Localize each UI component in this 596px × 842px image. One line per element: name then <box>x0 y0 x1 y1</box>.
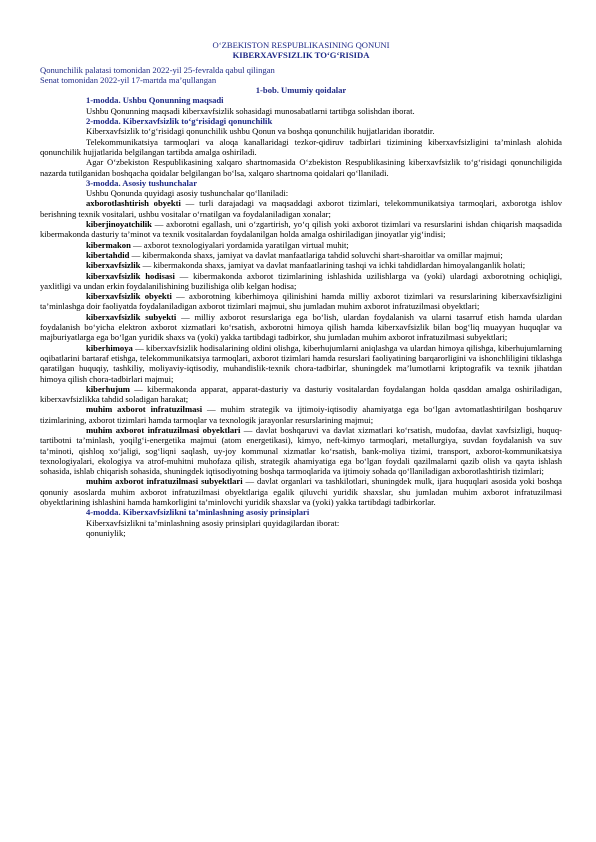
definition-term: kiberxavfsizlik obyekti <box>86 291 172 302</box>
definition-item <box>40 404 562 425</box>
definition-text: — muhim strategik va ijtimoiy-iqtisodiy ahamiyatga ega bo‘lgan avtomatlashtirilgan boshqaruv tizimlarining, axborot tizimlari hamda tarmoqlar va texnologik jarayonlar resurslarining majmui; <box>40 404 562 425</box>
article-2-paragraph: Telekommunikatsiya tarmoqlari va aloqa kanallaridagi tezkor-qidiruv tadbirlari tizimining kiberxavfsizligini ta’minlash alohida qonunchilik hujjatlarida belgilangan tartibda amalga oshiriladi. <box>40 136 562 157</box>
definition-term: kibertahdid <box>86 249 130 260</box>
definition-text: — kibermakonda shaxs, jamiyat va davlat manfaatlarining tashqi va ichki tahdidlardan himoyalanganlik holati; <box>140 260 526 271</box>
definition-text: — turli darajadagi va maqsaddagi axborot tizimlari, telekommunikatsiya tarmoqlari, axborotga ishlov berishning texnik vositalari, ushbu vositalar o‘rnatilgan va foydalaniladigan xonalar; <box>40 198 562 219</box>
definition-item <box>40 240 562 250</box>
definition-text: — kibermakonda axborot tizimlarining ishlashida uzilishlarga va (yoki) ulardagi axborotning ochiqligi, yaxlitligi va undan erkin foydalanilishining buzilishiga olib kelgan hodisa; <box>40 270 562 291</box>
article-2-title: 2-modda. Kiberxavfsizlik to‘g‘risidagi qonunchilik <box>86 116 273 127</box>
definition-item <box>40 425 562 476</box>
definition-text: — kibermakonda apparat, apparat-dasturiy va dasturiy vositalardan foydalangan holda qasddan amalga oshiriladigan, kiberxavfsizlikka tahdid soladigan harakat; <box>40 383 562 405</box>
article-2-paragraph: Agar O‘zbekiston Respublikasining xalqaro shartnomasida O‘zbekiston Respublikasining kiberxavfsizlik to‘g‘risidagi qonunchiligida nazarda tutilganidan boshqacha qoidalar belgilangan bo‘lsa, xalqaro shartnoma qoidalari qo‘llaniladi. <box>40 157 562 178</box>
chapter-title: 1-bob. Umumiy qoidalar <box>255 85 347 96</box>
definition-item <box>40 476 562 507</box>
definition-term: kiberhimoya <box>86 342 133 353</box>
definition-text: — davlat boshqaruvi va davlat xizmatlari ko‘rsatish, mudofaa, davlat xavfsizligi, huquq-tartibotni ta’minlash, yoqilg‘i-energetika majmui (atom energetikasi), kimyo, neft-kimyo tarmoqlari, metallurgiya, suvdan foydalanish va suv ta’minoti, qishloq xo‘jaligi, sog‘liqni saqlash, uy-joy kommunal xizmatlar ko‘rsatish, bank-moliya tizimi, transport, axborot-kommunikatsiya texnologiyalari, ekologiya va atrof-muhitni muhofaza qilish, strategik ahamiyatiga ega bo‘lgan foydali qazilmalarni qazib olish va qayta ishlash sohasida, ishlab chiqarish sohasida, shuningdek iqtisodiyotning boshqa tarmoqlarida va ijtimoiy sohada qo‘llaniladigan axborotlashtirish tizimlari; <box>40 424 562 477</box>
definition-term: kibermakon <box>86 239 131 250</box>
definition-term: kiberxavfsizlik hodisasi <box>86 270 175 281</box>
definition-text: — axborotning kiberhimoya qilinishini hamda milliy axborot tizimlari va resurslarining kiberxavfsizligini ta’minlashga doir faoliyatda foydalaniladigan axborot tizimlari majmui, shu jumladan muhim axborot infratuzilmasi obyektlari; <box>40 291 563 312</box>
definition-item <box>40 260 562 270</box>
article-1-title: 1-modda. Ushbu Qonunning maqsadi <box>86 95 224 106</box>
definition-item <box>40 271 562 292</box>
definition-item <box>40 312 562 343</box>
definition-item <box>40 219 562 240</box>
definition-text: — axborot texnologiyalari yordamida yaratilgan virtual muhit; <box>130 239 349 250</box>
article-3-title: 3-modda. Asosiy tushunchalar <box>86 177 198 188</box>
definition-item <box>40 384 562 405</box>
definition-term: kiberhujum <box>86 383 130 394</box>
definition-item <box>40 291 562 312</box>
definition-term: kiberxavfsizlik subyekti <box>86 311 177 322</box>
definition-term: muhim axborot infratuzilmasi obyektlari <box>86 424 241 435</box>
definition-term: muhim axborot infratuzilmasi subyektlari <box>86 476 243 487</box>
definition-text: — kibermakonda shaxs, jamiyat va davlat manfaatlariga tahdid soluvchi shart-sharoitlar va omillar majmui; <box>129 249 503 260</box>
approval-note: Senat tomonidan 2022-yil 17-martda ma’qullangan <box>40 74 217 85</box>
definition-item <box>40 343 562 384</box>
definition-item <box>40 250 562 260</box>
definition-text: — davlat organlari va tashkilotlari, shuningdek mulk, ijara huquqlari asosida yoki boshqa qonuniy asoslarda muhim axborot infratuzilmasi obyektlariga egalik qiluvchi yuridik shaxslar, shu jumladan muhim axborot infratuzilmasi obyektlarining ishlashini hamda hamkorligini ta’minlovchi yuridik shaxslar va (yoki) yakka tartibdagi tadbirkorlar. <box>40 476 562 508</box>
article-1-text: Ushbu Qonunning maqsadi kiberxavfsizlik sohasidagi munosabatlarni tartibga solishdan iborat. <box>86 105 415 116</box>
definition-text: — kiberxavfsizlik hodisalarining oldini olishga, kiberhujumlarni aniqlashga va ulardan himoya qilishga, kiberhujumlarning oqibatlarini bartaraf etishga, telekommunikatsiya tarmoqlari, axborot tizimlari hamda resurslari faoliyatining barqarorligini va ishonchliligini tiklashga qaratilgan huquqiy, tashkiliy, moliyaviy-iqtisodiy, muhandislik-texnik chora-tadbirlar, shuningdek ma’lumotlarni kriptografik va texnik jihatdan himoya qilish chora-tadbirlari majmui; <box>40 342 562 384</box>
definition-item <box>40 198 562 219</box>
law-name: KIBERXAVFSIZLIK TO‘G‘RISIDA <box>232 50 370 61</box>
adoption-note: Qonunchilik palatasi tomonidan 2022-yil 25-fevralda qabul qilingan <box>40 64 275 75</box>
article-4-paragraph: Kiberxavfsizlikni ta’minlashning asosiy prinsiplari quyidagilardan iborat: <box>86 517 340 528</box>
article-4-title: 4-modda. Kiberxavfsizlikni ta’minlashning asosiy prinsiplari <box>86 507 310 518</box>
definition-term: muhim axborot infratuzilmasi <box>86 404 203 415</box>
article-3-intro: Ushbu Qonunda quyidagi asosiy tushunchalar qo‘llaniladi: <box>86 188 289 199</box>
definition-term: kiberxavfsizlik <box>86 260 141 271</box>
definition-text: — milliy axborot resurslariga ega bo‘lish, ulardan foydalanish va ularni tasarruf etish hamda ulardan foydalanish bo‘yicha elektron axborot xizmatlari ko‘rsatish, axborotni himoya qilish hamda kiberxavfsizlik bilan bog‘liq muayyan huquqlar va majburiyatlarga ega bo‘lgan yuridik shaxs va (yoki) yakka tartibdagi tadbirkor, shu jumladan muhim axborot infratuzilmasi subyektlari; <box>40 311 563 343</box>
definition-term: axborotlashtirish obyekti <box>86 198 181 209</box>
article-4-paragraph: qonuniylik; <box>86 527 126 538</box>
law-title: O‘ZBEKISTON RESPUBLIKASINING QONUNI <box>212 40 390 50</box>
definition-term: kiberjinoyatchilik <box>86 219 152 230</box>
article-2-paragraph: Kiberxavfsizlik to‘g‘risidagi qonunchilik ushbu Qonun va boshqa qonunchilik hujjatlaridan iboratdir. <box>86 126 435 137</box>
definition-text: — axborotni egallash, uni o‘zgartirish, yo‘q qilish yoki axborot tizimlari va resurslarini ishdan chiqarish maqsadida kibermakonda dasturiy ta’minot va texnik vositalardan foydalanilgan holda amalga oshiriladigan jinoyatlar yig‘indisi; <box>40 219 562 240</box>
